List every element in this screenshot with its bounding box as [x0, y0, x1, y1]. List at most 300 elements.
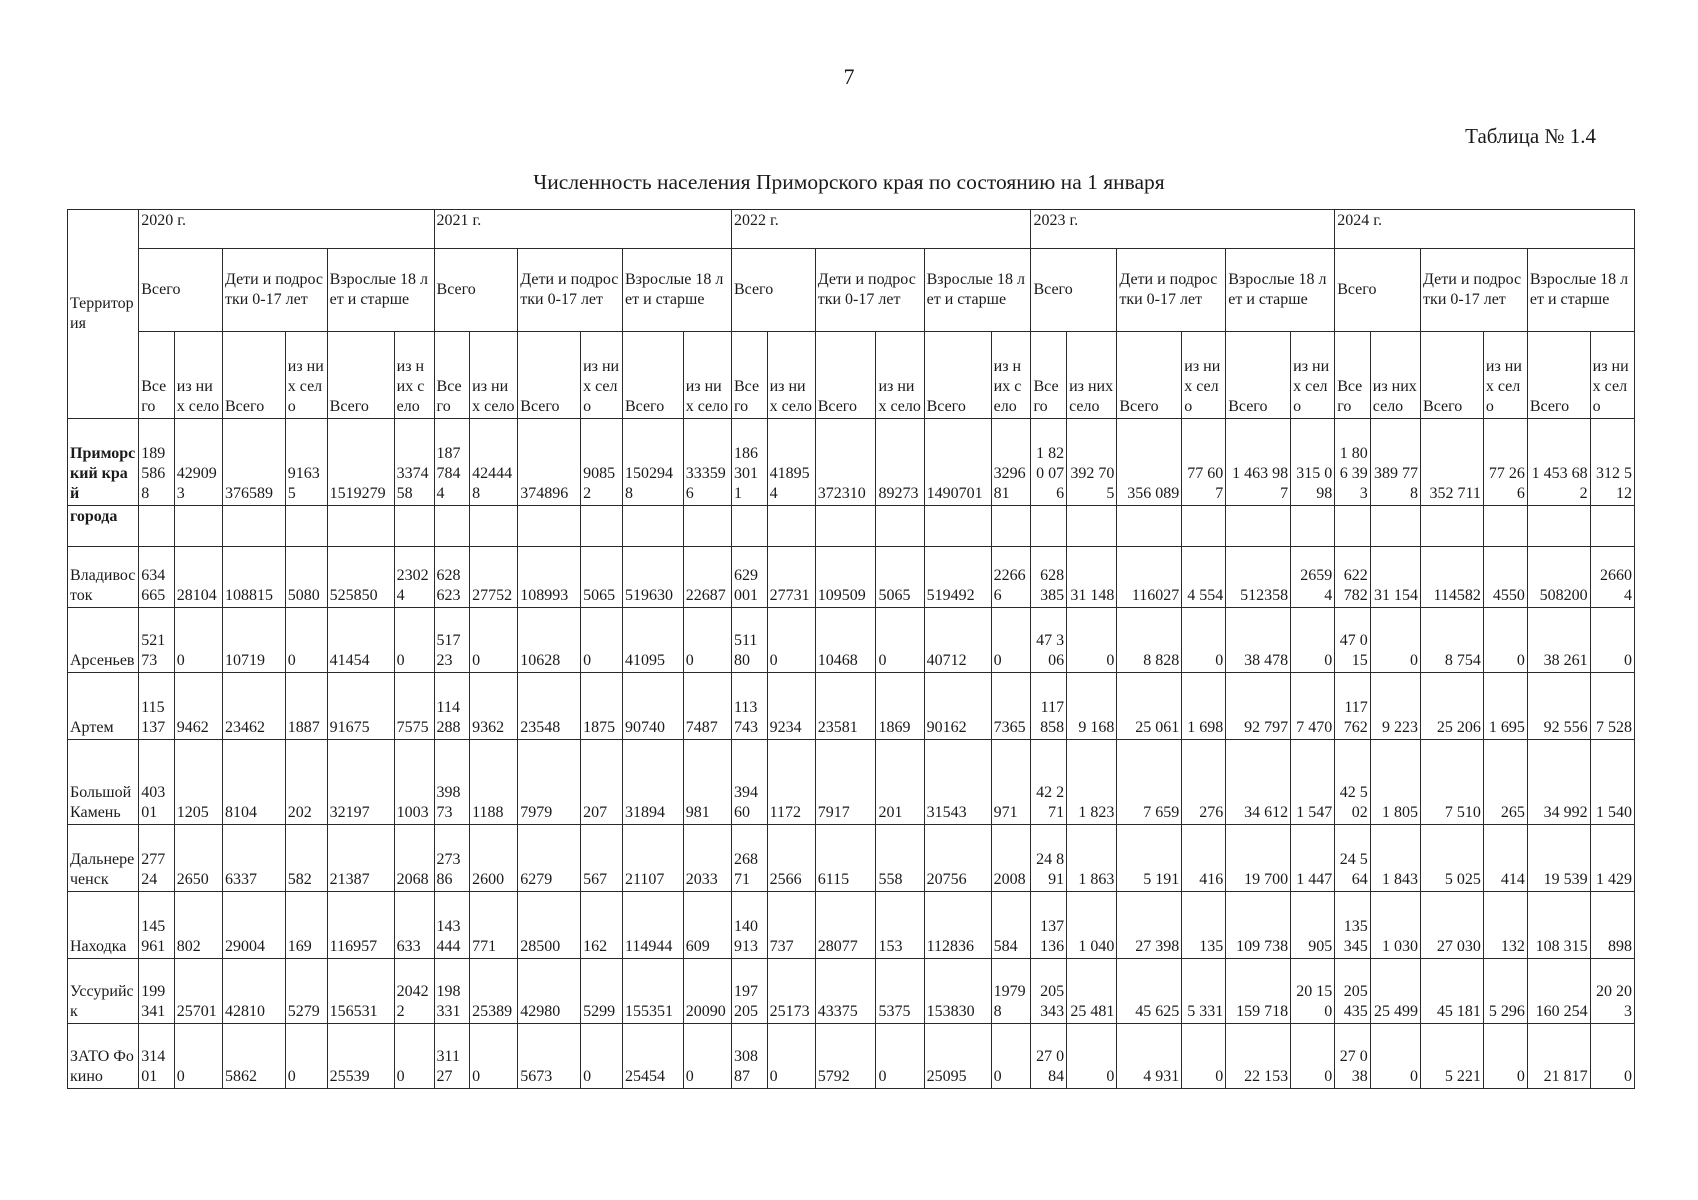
table-cell: 558 [876, 825, 924, 892]
table-cell: 23024 [394, 547, 434, 608]
table-cell: 265 [1483, 740, 1527, 825]
table-cell: 26594 [1291, 547, 1335, 608]
table-cell: 0 [470, 1024, 518, 1089]
table-cell [434, 506, 470, 547]
table-cell: 5080 [285, 547, 327, 608]
year-header: 2022 г. [731, 210, 1031, 249]
table-cell: 31543 [924, 740, 991, 825]
table-cell: 202 [285, 740, 327, 825]
table-cell: 416 [1182, 825, 1226, 892]
table-cell: 25 481 [1067, 959, 1117, 1024]
table-cell: 567 [581, 825, 623, 892]
table-cell: 1172 [767, 740, 815, 825]
table-cell: 1490701 [924, 419, 991, 506]
sub-header-total: Всего [924, 332, 991, 419]
sub-header-rural: из них село [1291, 332, 1335, 419]
table-cell [1527, 506, 1590, 547]
table-cell: 0 [876, 1024, 924, 1089]
table-cell: 4 554 [1182, 547, 1226, 608]
table-cell: 21 817 [1527, 1024, 1590, 1089]
table-cell: 28500 [518, 892, 581, 959]
table-cell: 197205 [731, 959, 767, 1024]
table-cell: 116957 [327, 892, 394, 959]
table-cell: 905 [1291, 892, 1335, 959]
table-cell: 117 762 [1335, 673, 1371, 740]
table-cell: 31 148 [1067, 547, 1117, 608]
table-cell: 201 [876, 740, 924, 825]
sub-header-total: Всего [1031, 332, 1067, 419]
table-cell [924, 506, 991, 547]
table-cell: 198331 [434, 959, 470, 1024]
table-cell: 109 738 [1226, 892, 1291, 959]
table-cell: 132 [1483, 892, 1527, 959]
group-header: Взрослые 18 лет и старше [924, 249, 1031, 332]
table-cell: 1 823 [1067, 740, 1117, 825]
sub-header-rural: из них село [1370, 332, 1420, 419]
group-header: Дети и подростки 0-17 лет [1117, 249, 1226, 332]
table-cell: 1 540 [1590, 740, 1634, 825]
table-cell: 25173 [767, 959, 815, 1024]
table-cell: 5673 [518, 1024, 581, 1089]
table-cell [1067, 506, 1117, 547]
table-cell: 1519279 [327, 419, 394, 506]
table-cell: 7 510 [1421, 740, 1484, 825]
table-cell: 628623 [434, 547, 470, 608]
table-cell: 27731 [767, 547, 815, 608]
table-cell: 34 992 [1527, 740, 1590, 825]
table-cell: 9 168 [1067, 673, 1117, 740]
group-header: Взрослые 18 лет и старше [622, 249, 731, 332]
table-cell: 42810 [222, 959, 285, 1024]
table-cell: 1205 [174, 740, 222, 825]
table-cell: 19798 [991, 959, 1031, 1024]
territory-name: Приморский край [68, 419, 139, 506]
table-cell: 1 040 [1067, 892, 1117, 959]
table-cell [394, 506, 434, 547]
table-cell: 5792 [815, 1024, 876, 1089]
table-cell: 38 478 [1226, 608, 1291, 673]
table-cell: 737 [767, 892, 815, 959]
table-cell: 512358 [1226, 547, 1291, 608]
table-cell: 34 612 [1226, 740, 1291, 825]
table-cell: 114944 [622, 892, 683, 959]
table-cell: 114582 [1421, 547, 1484, 608]
table-cell: 25 499 [1370, 959, 1420, 1024]
table-cell: 0 [394, 608, 434, 673]
year-header: 2021 г. [434, 210, 731, 249]
table-row [68, 506, 1635, 547]
table-cell: 20 150 [1291, 959, 1335, 1024]
sub-header-total: Всего [1335, 332, 1371, 419]
table-cell: 24 564 [1335, 825, 1371, 892]
table-cell: 52173 [139, 608, 175, 673]
territory-name: Артем [68, 673, 139, 740]
year-header: 2020 г. [139, 210, 434, 249]
sub-header-rural: из них село [1182, 332, 1226, 419]
territory-name: Арсеньев [68, 608, 139, 673]
table-cell: 40712 [924, 608, 991, 673]
table-cell: 0 [1067, 1024, 1117, 1089]
table-cell: 153830 [924, 959, 991, 1024]
table-cell: 20422 [394, 959, 434, 1024]
sub-header-rural: из них село [991, 332, 1031, 419]
table-cell: 352 711 [1421, 419, 1484, 506]
table-cell: 42980 [518, 959, 581, 1024]
table-cell: 0 [174, 1024, 222, 1089]
table-cell: 629001 [731, 547, 767, 608]
group-header: Всего [434, 249, 518, 332]
table-cell: 329681 [991, 419, 1031, 506]
table-cell: 898 [1590, 892, 1634, 959]
table-cell: 162 [581, 892, 623, 959]
table-cell: 22666 [991, 547, 1031, 608]
table-cell: 109509 [815, 547, 876, 608]
table-cell: 32197 [327, 740, 394, 825]
group-header: Взрослые 18 лет и старше [1527, 249, 1634, 332]
territory-name: Дальнереченск [68, 825, 139, 892]
table-cell: 7979 [518, 740, 581, 825]
sub-header-rural: из них село [876, 332, 924, 419]
table-cell: 199341 [139, 959, 175, 1024]
table-cell: 0 [394, 1024, 434, 1089]
sub-header-rural: из них село [1483, 332, 1527, 419]
table-cell: 5 221 [1421, 1024, 1484, 1089]
sub-header-rural: из них село [767, 332, 815, 419]
table-cell [1031, 506, 1067, 547]
table-cell: 1 820 076 [1031, 419, 1067, 506]
table-cell: 28104 [174, 547, 222, 608]
table-cell: 312 512 [1590, 419, 1634, 506]
table-cell: 145961 [139, 892, 175, 959]
table-cell: 0 [581, 1024, 623, 1089]
territory-name: Уссурийск [68, 959, 139, 1024]
table-cell: 135 [1182, 892, 1226, 959]
table-cell: 77 607 [1182, 419, 1226, 506]
group-header: Всего [139, 249, 223, 332]
table-cell: 7 470 [1291, 673, 1335, 740]
table-cell: 25454 [622, 1024, 683, 1089]
table-cell: 40301 [139, 740, 175, 825]
table-cell: 30887 [731, 1024, 767, 1089]
table-cell: 23581 [815, 673, 876, 740]
sub-header-rural: из них село [683, 332, 731, 419]
table-cell: 0 [991, 1024, 1031, 1089]
table-cell: 108815 [222, 547, 285, 608]
table-cell: 90740 [622, 673, 683, 740]
table-cell [1590, 506, 1634, 547]
table-cell [1335, 506, 1371, 547]
population-table [67, 209, 1635, 1089]
table-cell: 609 [683, 892, 731, 959]
group-header: Дети и подростки 0-17 лет [518, 249, 623, 332]
table-cell: 7365 [991, 673, 1031, 740]
table-cell: 5 191 [1117, 825, 1182, 892]
table-cell [1182, 506, 1226, 547]
table-cell: 7 528 [1590, 673, 1634, 740]
table-cell: 155351 [622, 959, 683, 1024]
table-cell: 2008 [991, 825, 1031, 892]
table-cell [815, 506, 876, 547]
table-cell: 1188 [470, 740, 518, 825]
group-header: Дети и подростки 0-17 лет [1421, 249, 1528, 332]
table-cell: 92 797 [1226, 673, 1291, 740]
table-cell: 0 [1182, 1024, 1226, 1089]
sub-header-total: Всего [434, 332, 470, 419]
table-cell: 0 [1370, 1024, 1420, 1089]
sub-header-total: Всего [1226, 332, 1291, 419]
table-cell: 519630 [622, 547, 683, 608]
sub-header-total: Всего [327, 332, 394, 419]
table-cell: 337458 [394, 419, 434, 506]
table-cell: 1 843 [1370, 825, 1420, 892]
table-cell: 9462 [174, 673, 222, 740]
group-header: Всего [731, 249, 815, 332]
table-cell: 25701 [174, 959, 222, 1024]
table-cell: 41454 [327, 608, 394, 673]
table-cell: 159 718 [1226, 959, 1291, 1024]
table-cell: 90162 [924, 673, 991, 740]
table-cell: 23548 [518, 673, 581, 740]
table-cell [1483, 506, 1527, 547]
table-cell: 1875 [581, 673, 623, 740]
table-cell: 45 625 [1117, 959, 1182, 1024]
table-cell [1226, 506, 1291, 547]
table-cell: 115137 [139, 673, 175, 740]
table-cell: 418954 [767, 419, 815, 506]
table-cell: 20 203 [1590, 959, 1634, 1024]
table-cell: 1 030 [1370, 892, 1420, 959]
table-cell: 41095 [622, 608, 683, 673]
table-cell: 519492 [924, 547, 991, 608]
table-cell: 25 206 [1421, 673, 1484, 740]
table-cell: 5 025 [1421, 825, 1484, 892]
territory-header: Территория [68, 210, 139, 419]
table-cell: 0 [1291, 1024, 1335, 1089]
table-cell: 22687 [683, 547, 731, 608]
table-cell: 156531 [327, 959, 394, 1024]
table-cell: 2566 [767, 825, 815, 892]
table-cell: 0 [1370, 608, 1420, 673]
table-cell: 0 [285, 1024, 327, 1089]
table-cell: 628 385 [1031, 547, 1067, 608]
sub-header-total: Всего [518, 332, 581, 419]
table-cell: 1 463 987 [1226, 419, 1291, 506]
table-row [68, 608, 1635, 673]
sub-header-rural: из них село [581, 332, 623, 419]
table-cell: 6279 [518, 825, 581, 892]
table-cell: 1 698 [1182, 673, 1226, 740]
table-cell: 333596 [683, 419, 731, 506]
table-cell [767, 506, 815, 547]
table-cell: 5862 [222, 1024, 285, 1089]
table-cell: 51180 [731, 608, 767, 673]
table-cell: 25539 [327, 1024, 394, 1089]
table-cell: 77 266 [1483, 419, 1527, 506]
table-cell: 376589 [222, 419, 285, 506]
sub-header-rural: из них село [285, 332, 327, 419]
table-cell: 0 [285, 608, 327, 673]
table-cell: 0 [1483, 1024, 1527, 1089]
sub-header-rural: из них село [1590, 332, 1634, 419]
table-cell: 0 [991, 608, 1031, 673]
table-cell: 25095 [924, 1024, 991, 1089]
table-cell: 2650 [174, 825, 222, 892]
table-cell: 4 931 [1117, 1024, 1182, 1089]
table-cell: 356 089 [1117, 419, 1182, 506]
table-cell: 39873 [434, 740, 470, 825]
table-cell: 9234 [767, 673, 815, 740]
table-cell: 9 223 [1370, 673, 1420, 740]
table-cell [470, 506, 518, 547]
table-row [68, 825, 1635, 892]
table-cell: 27752 [470, 547, 518, 608]
table-cell: 91675 [327, 673, 394, 740]
table-cell: 5 296 [1483, 959, 1527, 1024]
table-cell: 205 435 [1335, 959, 1371, 1024]
territory-name: Большой Камень [68, 740, 139, 825]
table-cell: 26604 [1590, 547, 1634, 608]
table-cell: 113743 [731, 673, 767, 740]
table-cell: 2600 [470, 825, 518, 892]
table-cell: 91635 [285, 419, 327, 506]
table-cell: 19 539 [1527, 825, 1590, 892]
table-cell: 43375 [815, 959, 876, 1024]
territory-name: Владивосток [68, 547, 139, 608]
table-cell: 108 315 [1527, 892, 1590, 959]
table-cell [174, 506, 222, 547]
table-cell: 1 547 [1291, 740, 1335, 825]
table-cell: 0 [1291, 608, 1335, 673]
sub-header-total: Всего [622, 332, 683, 419]
table-cell: 29004 [222, 892, 285, 959]
table-cell: 51723 [434, 608, 470, 673]
table-cell: 207 [581, 740, 623, 825]
table-cell [731, 506, 767, 547]
table-cell: 89273 [876, 419, 924, 506]
table-cell [327, 506, 394, 547]
table-cell: 1887 [285, 673, 327, 740]
table-cell: 47 015 [1335, 608, 1371, 673]
table-cell: 0 [1067, 608, 1117, 673]
table-cell: 622 782 [1335, 547, 1371, 608]
table-cell: 5 331 [1182, 959, 1226, 1024]
table-cell: 1877844 [434, 419, 470, 506]
table-cell: 5375 [876, 959, 924, 1024]
table-cell: 45 181 [1421, 959, 1484, 1024]
table-cell: 0 [876, 608, 924, 673]
table-cell: 27 084 [1031, 1024, 1067, 1089]
table-cell: 1863011 [731, 419, 767, 506]
table-cell: 31127 [434, 1024, 470, 1089]
table-cell: 802 [174, 892, 222, 959]
table-cell [518, 506, 581, 547]
table-cell: 20756 [924, 825, 991, 892]
table-cell: 0 [767, 608, 815, 673]
table-cell: 374896 [518, 419, 581, 506]
document-title: Численность населения Приморского края по состоянию на 1 января [533, 170, 1165, 194]
table-cell: 42 271 [1031, 740, 1067, 825]
table-cell: 205 343 [1031, 959, 1067, 1024]
table-cell [285, 506, 327, 547]
table-cell [1370, 506, 1420, 547]
table-cell: 137 136 [1031, 892, 1067, 959]
table-cell: 47 306 [1031, 608, 1067, 673]
table-cell: 8104 [222, 740, 285, 825]
table-cell: 39460 [731, 740, 767, 825]
table-cell [991, 506, 1031, 547]
table-row [68, 673, 1635, 740]
table-cell: 7487 [683, 673, 731, 740]
table-cell: 117 858 [1031, 673, 1067, 740]
table-row [68, 740, 1635, 825]
table-cell: 22 153 [1226, 1024, 1291, 1089]
table-cell [622, 506, 683, 547]
table-row [68, 959, 1635, 1024]
table-cell: 112836 [924, 892, 991, 959]
table-cell: 31 154 [1370, 547, 1420, 608]
table-cell: 1 806 393 [1335, 419, 1371, 506]
table-cell: 582 [285, 825, 327, 892]
group-header: Дети и подростки 0-17 лет [222, 249, 327, 332]
table-cell: 10468 [815, 608, 876, 673]
table-cell: 0 [1590, 1024, 1634, 1089]
table-cell: 0 [683, 608, 731, 673]
sub-header-rural: из них село [174, 332, 222, 419]
table-cell: 0 [581, 608, 623, 673]
year-header: 2023 г. [1031, 210, 1335, 249]
table-cell [1291, 506, 1335, 547]
table-cell: 114288 [434, 673, 470, 740]
table-cell: 0 [174, 608, 222, 673]
sub-header-rural: из них село [394, 332, 434, 419]
table-cell: 389 778 [1370, 419, 1420, 506]
territory-name: города [68, 506, 139, 547]
table-cell: 20090 [683, 959, 731, 1024]
table-cell: 1 863 [1067, 825, 1117, 892]
table-cell: 1 695 [1483, 673, 1527, 740]
table-cell: 31894 [622, 740, 683, 825]
table-cell: 0 [470, 608, 518, 673]
header-row-years [68, 210, 1635, 249]
table-cell: 27 030 [1421, 892, 1484, 959]
table-cell [581, 506, 623, 547]
table-cell: 424448 [470, 419, 518, 506]
table-cell: 27 398 [1117, 892, 1182, 959]
table-cell: 0 [683, 1024, 731, 1089]
table-cell [222, 506, 285, 547]
table-cell: 8 754 [1421, 608, 1484, 673]
table-cell [1117, 506, 1182, 547]
sub-header-total: Всего [1527, 332, 1590, 419]
table-cell: 0 [1590, 608, 1634, 673]
table-cell: 8 828 [1117, 608, 1182, 673]
table-cell: 1895868 [139, 419, 175, 506]
table-cell: 38 261 [1527, 608, 1590, 673]
table-cell: 140913 [731, 892, 767, 959]
table-cell: 5279 [285, 959, 327, 1024]
sub-header-total: Всего [222, 332, 285, 419]
sub-header-total: Всего [1117, 332, 1182, 419]
table-cell: 1 429 [1590, 825, 1634, 892]
sub-header-total: Всего [139, 332, 175, 419]
sub-header-total: Всего [1421, 332, 1484, 419]
table-cell: 5065 [581, 547, 623, 608]
table-cell: 981 [683, 740, 731, 825]
table-cell: 169 [285, 892, 327, 959]
table-cell: 0 [1182, 608, 1226, 673]
table-cell: 26871 [731, 825, 767, 892]
table-cell: 1869 [876, 673, 924, 740]
